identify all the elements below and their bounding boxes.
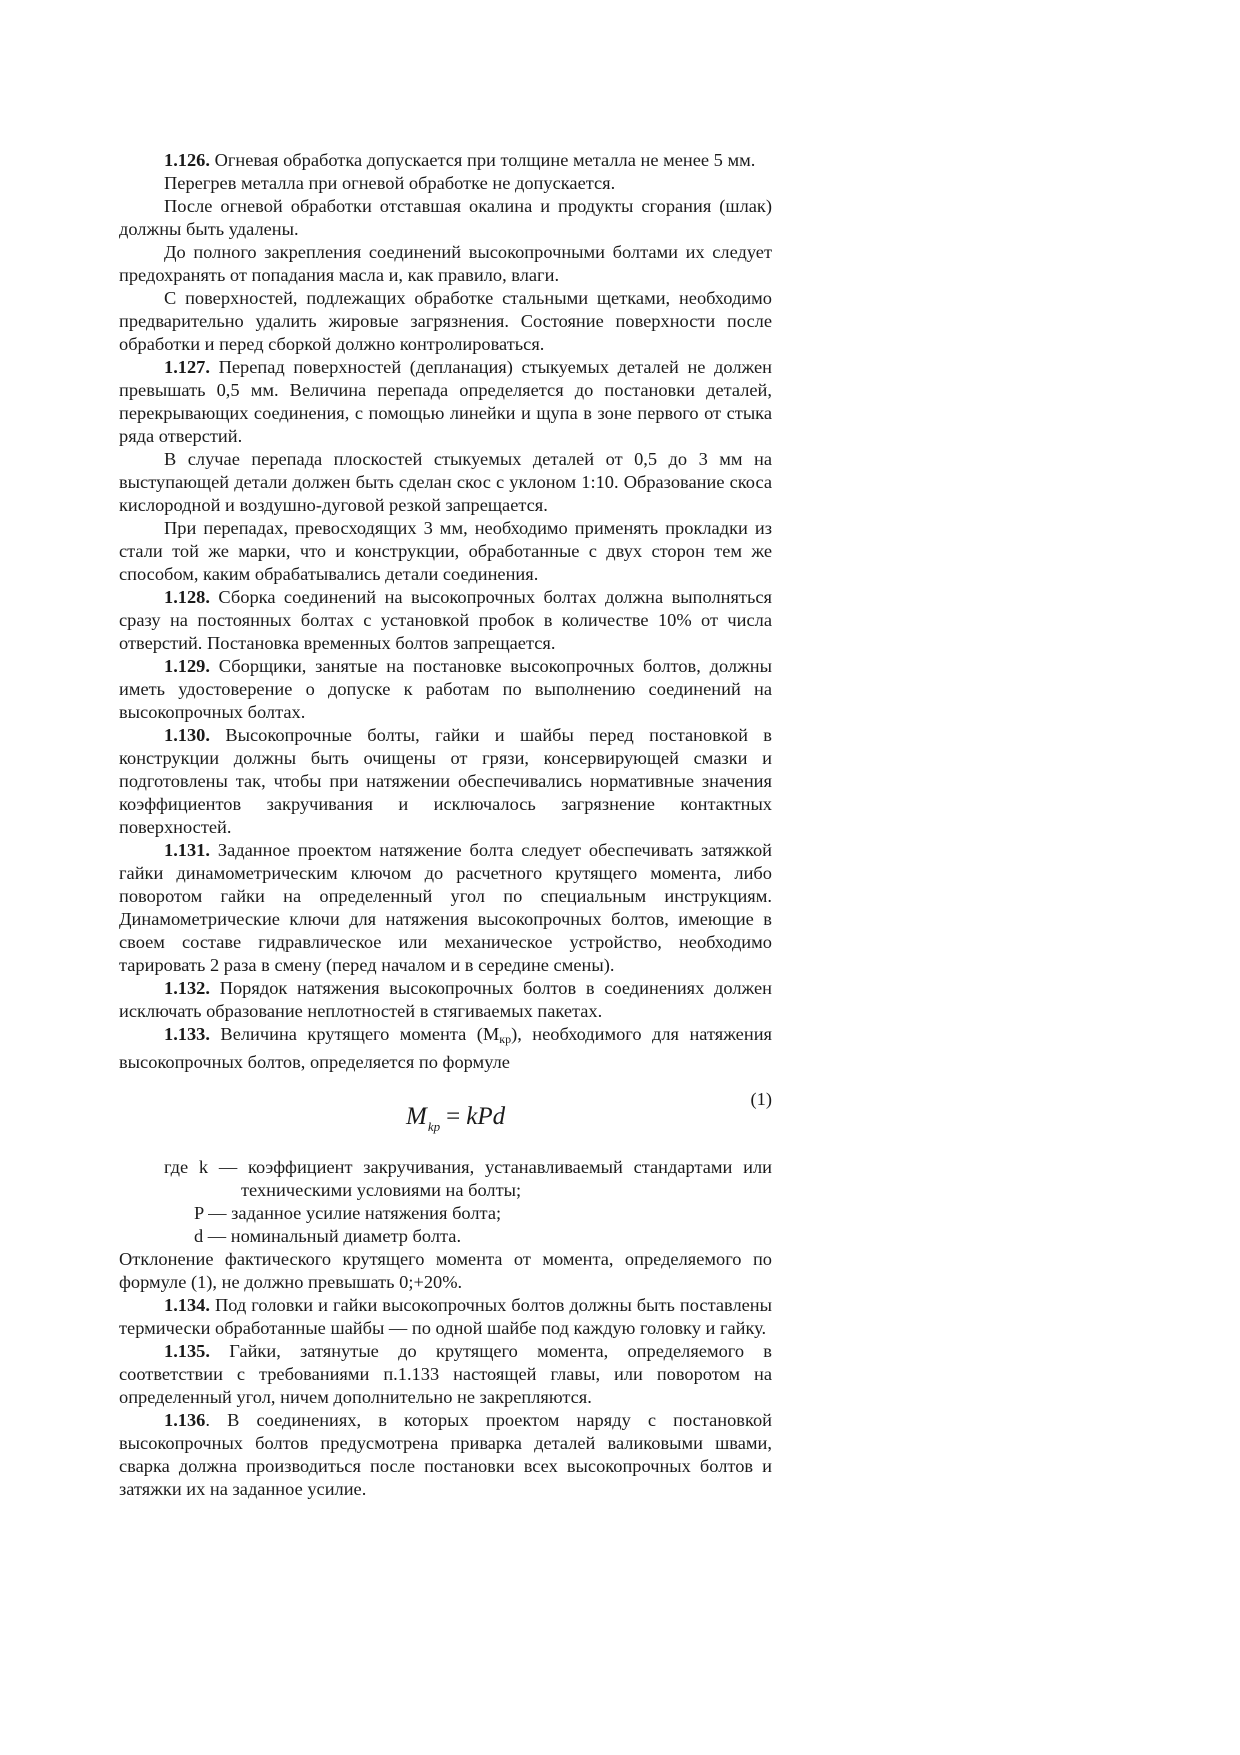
clause-text: Высокопрочные болты, гайки и шайбы перед постановкой в конструкции должны быть очищены от грязи, консервирующей смазки и подготовлены так, чтобы при натяжении обеспечивались нормативные значения коэффициентов закручивания и исключалось загрязнение контактных поверхностей.: [119, 725, 772, 837]
paragraph-1-133: [119, 1023, 772, 1074]
clause-text: Сборка соединений на высокопрочных болтах должна выполняться сразу на постоянных болтах с установкой пробок в количестве 10% от числа отверстий. Постановка временных болтов запрещается.: [119, 587, 772, 653]
formula-rhs: kPd: [466, 1103, 506, 1130]
paragraph: После огневой обработки отставшая окалина и продукты сгорания (шлак) должны быть удалены.: [119, 196, 772, 239]
paragraph-1-132: [119, 977, 772, 1023]
where-item-k: где k — коэффициент закручивания, устанавливаемый стандартами или техническими условиями на болты;: [164, 1157, 772, 1200]
clause-text: Величина крутящего момента (М: [220, 1024, 500, 1044]
clause-text: Под головки и гайки высокопрочных болтов должны быть поставлены термически обработанные шайбы — по одной шайбе под каждую головку и гайку.: [119, 1295, 772, 1338]
paragraph-1-127: [119, 356, 772, 448]
paragraph-1-134: [119, 1294, 772, 1340]
where-item-p: P — заданное усилие натяжения болта;: [194, 1203, 502, 1223]
paragraph: В случае перепада плоскостей стыкуемых деталей от 0,5 до 3 мм на выступающей детали должен быть сделан скос с уклоном 1:10. Образование скоса кислородной и воздушно-дуговой резкой запрещается.: [119, 449, 772, 515]
clause-text: ), необходимого для натяжения высокопрочных болтов, определяется по формуле: [119, 1024, 772, 1072]
paragraph-1-131: [119, 839, 772, 977]
clause-number: 1.130.: [164, 725, 210, 745]
paragraph: При перепадах, превосходящих 3 мм, необходимо применять прокладки из стали той же марки, что и конструкции, обработанные с двух сторон тем же способом, каким обрабатывались детали соединения.: [119, 518, 772, 584]
clause-number: 1.132.: [164, 978, 210, 998]
clause-text: . В соединениях, в которых проектом наряду с постановкой высокопрочных болтов предусмотрена приварка деталей валиковыми швами, сварка должна производиться после постановки всех высокопрочных болтов и затяжки их на заданное усилие.: [119, 1410, 772, 1499]
clause-number: 1.127.: [164, 357, 210, 377]
formula-block: [119, 1088, 772, 1150]
equation-number: (1): [750, 1089, 772, 1109]
formula-equals: =: [446, 1103, 461, 1130]
where-item-d: d — номинальный диаметр болта.: [194, 1226, 462, 1246]
formula-subscript: kp: [427, 1119, 441, 1134]
document-page: [119, 149, 772, 1501]
clause-number: 1.129.: [164, 656, 210, 676]
clause-text: Порядок натяжения высокопрочных болтов в соединениях должен исключать образование неплотностей в стягиваемых пакетах.: [119, 978, 772, 1021]
paragraph-1-126: [119, 149, 772, 172]
clause-text: Перепад поверхностей (депланация) стыкуемых деталей не должен превышать 0,5 мм. Величина перепада определяется до постановки деталей, перекрывающих соединения, с помощью линейки и щупа в зоне первого от стыка ряда отверстий.: [119, 357, 772, 446]
paragraph-1-135: [119, 1340, 772, 1409]
paragraph: Отклонение фактического крутящего момента от момента, определяемого по формуле (1), не должно превышать 0;+20%.: [119, 1249, 772, 1292]
clause-number: 1.126.: [164, 150, 210, 170]
clause-number: 1.128.: [164, 587, 210, 607]
paragraph-1-130: [119, 724, 772, 839]
paragraph-1-136: [119, 1409, 772, 1501]
clause-number: 1.131.: [164, 840, 210, 860]
clause-text: Заданное проектом натяжение болта следует обеспечивать затяжкой гайки динамометрическим ключом до расчетного крутящего момента, либо поворотом гайки на определенный угол по специальным инструкциям. Динамометрические ключи для натяжения высокопрочных болтов, имеющие в своем составе гидравлическое или механическое устройство, необходимо тарировать 2 раза в смену (перед началом и в середине смены).: [119, 840, 772, 975]
clause-number: 1.134.: [164, 1295, 210, 1315]
clause-number: 1.136: [164, 1410, 206, 1430]
clause-text: Гайки, затянутые до крутящего момента, определяемого в соответствии с требованиями п.1.133 настоящей главы, или поворотом на определенный угол, ничем дополнительно не закрепляются.: [119, 1341, 772, 1407]
paragraph: С поверхностей, подлежащих обработке стальными щетками, необходимо предварительно удалить жировые загрязнения. Состояние поверхности после обработки и перед сборкой должно контролироваться.: [119, 288, 772, 354]
formula-lhs: M: [406, 1103, 427, 1130]
clause-text: Огневая обработка допускается при толщине металла не менее 5 мм.: [214, 150, 756, 170]
paragraph-1-129: [119, 655, 772, 724]
clause-number: 1.135.: [164, 1341, 210, 1361]
paragraph: До полного закрепления соединений высокопрочными болтами их следует предохранять от попадания масла и, как правило, влаги.: [119, 242, 772, 285]
formula: [406, 1102, 505, 1142]
clause-number: 1.133.: [164, 1024, 210, 1044]
clause-text: Сборщики, занятые на постановке высокопрочных болтов, должны иметь удостоверение о допуске к работам по выполнению соединений на высокопрочных болтах.: [119, 656, 772, 722]
paragraph: Перегрев металла при огневой обработке не допускается.: [164, 173, 616, 193]
paragraph-1-128: [119, 586, 772, 655]
subscript: кр: [499, 1032, 512, 1046]
